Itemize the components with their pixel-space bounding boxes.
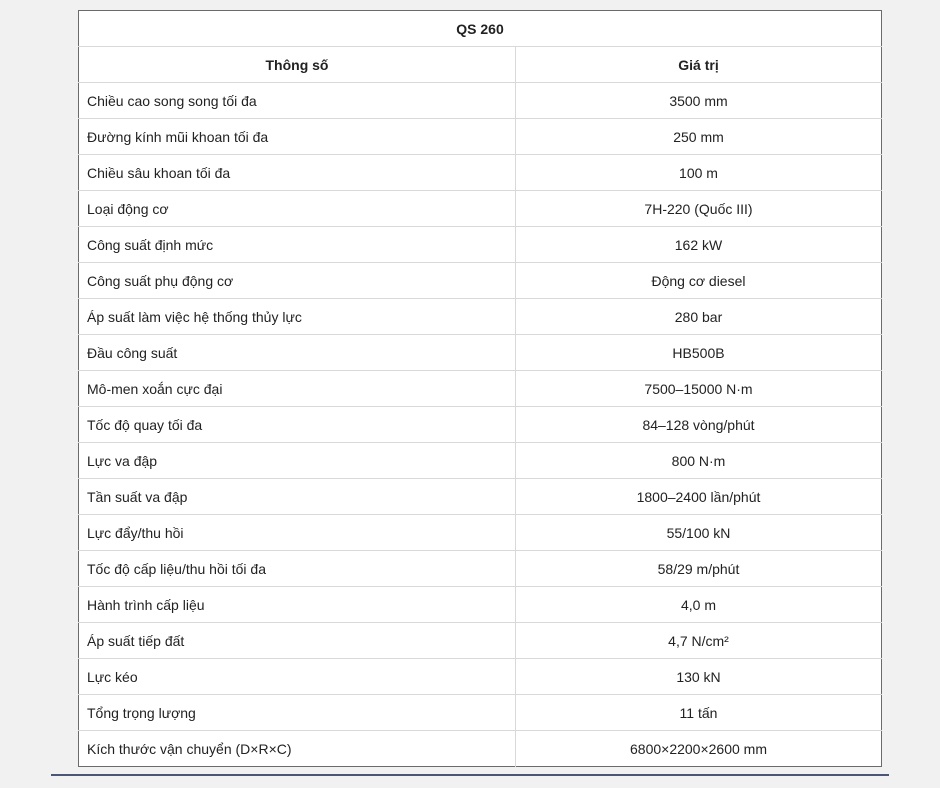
value-cell: 800 N·m bbox=[516, 443, 882, 479]
value-cell: 100 m bbox=[516, 155, 882, 191]
param-cell: Mô-men xoắn cực đại bbox=[79, 371, 516, 407]
value-cell: 58/29 m/phút bbox=[516, 551, 882, 587]
value-cell: 7500–15000 N·m bbox=[516, 371, 882, 407]
table-row bbox=[79, 587, 882, 623]
param-cell: Tổng trọng lượng bbox=[79, 695, 516, 731]
param-cell: Chiều cao song song tối đa bbox=[79, 83, 516, 119]
table-row bbox=[79, 515, 882, 551]
value-cell: 11 tấn bbox=[516, 695, 882, 731]
param-cell: Kích thước vận chuyển (D×R×C) bbox=[79, 731, 516, 767]
table-row bbox=[79, 299, 882, 335]
table-row bbox=[79, 623, 882, 659]
value-cell: 162 kW bbox=[516, 227, 882, 263]
param-cell: Chiều sâu khoan tối đa bbox=[79, 155, 516, 191]
value-cell: Động cơ diesel bbox=[516, 263, 882, 299]
value-cell: 3500 mm bbox=[516, 83, 882, 119]
param-cell: Tốc độ quay tối đa bbox=[79, 407, 516, 443]
table-row bbox=[79, 659, 882, 695]
bottom-divider bbox=[51, 774, 889, 776]
table-row bbox=[79, 263, 882, 299]
table-row bbox=[79, 479, 882, 515]
table-title-row bbox=[79, 11, 882, 47]
param-cell: Công suất định mức bbox=[79, 227, 516, 263]
param-cell: Hành trình cấp liệu bbox=[79, 587, 516, 623]
value-cell: 4,0 m bbox=[516, 587, 882, 623]
param-cell: Áp suất tiếp đất bbox=[79, 623, 516, 659]
value-cell: 55/100 kN bbox=[516, 515, 882, 551]
table-row bbox=[79, 83, 882, 119]
table-row bbox=[79, 407, 882, 443]
param-cell: Tốc độ cấp liệu/thu hồi tối đa bbox=[79, 551, 516, 587]
value-cell: 130 kN bbox=[516, 659, 882, 695]
table-row bbox=[79, 191, 882, 227]
param-cell: Đường kính mũi khoan tối đa bbox=[79, 119, 516, 155]
value-cell: HB500B bbox=[516, 335, 882, 371]
param-cell: Đầu công suất bbox=[79, 335, 516, 371]
value-cell: 4,7 N/cm² bbox=[516, 623, 882, 659]
param-cell: Lực va đập bbox=[79, 443, 516, 479]
param-cell: Lực đẩy/thu hồi bbox=[79, 515, 516, 551]
table-row bbox=[79, 227, 882, 263]
table-header-row bbox=[79, 47, 882, 83]
param-cell: Tần suất va đập bbox=[79, 479, 516, 515]
table-row bbox=[79, 443, 882, 479]
header-param: Thông số bbox=[79, 47, 516, 83]
value-cell: 6800×2200×2600 mm bbox=[630, 740, 767, 757]
value-cell: 250 mm bbox=[516, 119, 882, 155]
header-value: Giá trị bbox=[516, 47, 882, 83]
param-cell: Áp suất làm việc hệ thống thủy lực bbox=[79, 299, 516, 335]
table-row bbox=[79, 155, 882, 191]
table-row bbox=[79, 695, 882, 731]
spec-table bbox=[78, 10, 882, 767]
table-row bbox=[79, 731, 882, 767]
table-row bbox=[79, 119, 882, 155]
table-row bbox=[79, 551, 882, 587]
table-row bbox=[79, 371, 882, 407]
value-cell: 84–128 vòng/phút bbox=[516, 407, 882, 443]
table-title: QS 260 bbox=[79, 11, 882, 47]
value-cell: 7H-220 (Quốc III) bbox=[516, 191, 882, 227]
param-cell: Công suất phụ động cơ bbox=[79, 263, 516, 299]
table-row bbox=[79, 335, 882, 371]
value-cell: 1800–2400 lần/phút bbox=[516, 479, 882, 515]
param-cell: Loại động cơ bbox=[79, 191, 516, 227]
param-cell: Lực kéo bbox=[79, 659, 516, 695]
value-cell: 280 bar bbox=[516, 299, 882, 335]
